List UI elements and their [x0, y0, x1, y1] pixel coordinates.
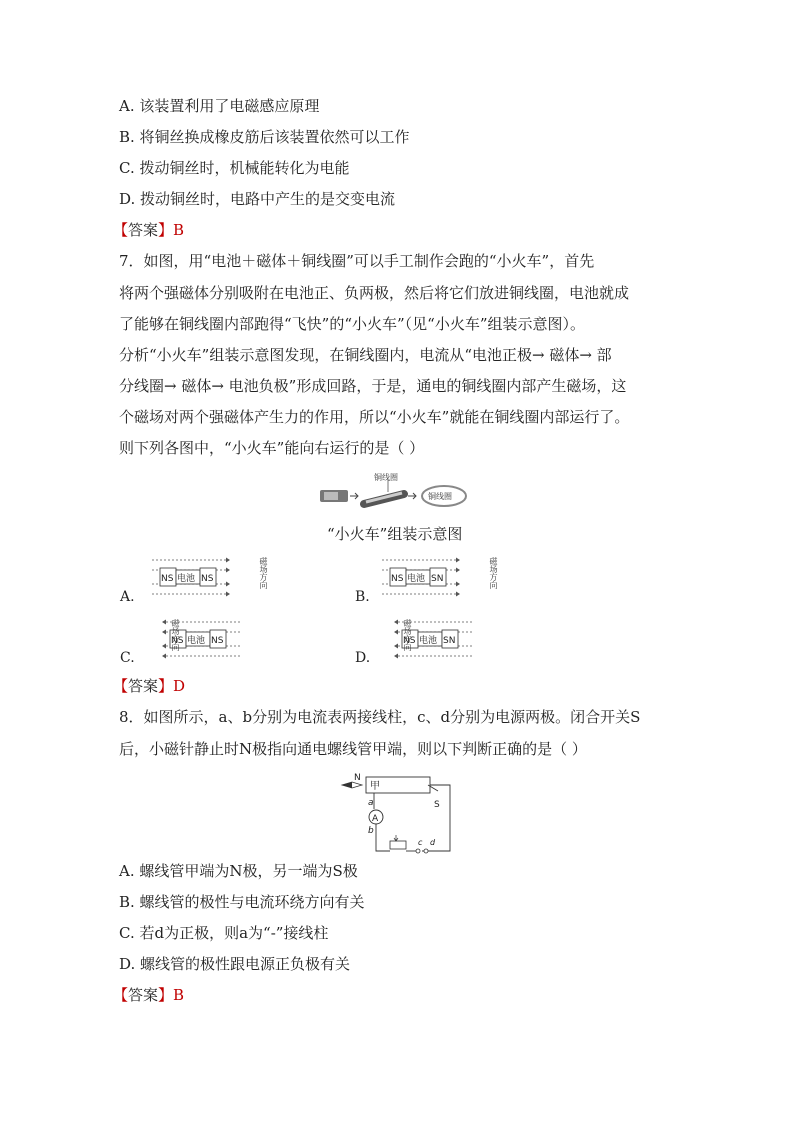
- magnet-right-label: NS: [201, 574, 214, 584]
- q8-option-c: C. 若d为正极，则a为“-”接线柱: [119, 924, 329, 942]
- battery-label: 电池: [419, 636, 438, 646]
- q7-option-d-letter: D.: [355, 650, 371, 666]
- solenoid-jia-label: 甲: [370, 781, 380, 792]
- q7-line-5: 分线圈→ 磁体→ 电池负极”形成回路，于是，通电的铜线圈内部产生磁场，这: [119, 377, 627, 395]
- q8-line-1: 8．如图所示，a、b分别为电流表两接线柱，c、d分别为电源两极。闭合开关S: [119, 708, 641, 726]
- terminal-a-label: a: [368, 798, 374, 808]
- field-direction-label: 磁场方向: [236, 557, 268, 566]
- magnet-right-label: SN: [431, 574, 444, 584]
- q8-option-a: A. 螺线管甲端为N极，另一端为S极: [119, 862, 358, 880]
- answer-label: 答案: [128, 986, 159, 1004]
- coil-photo: [364, 493, 404, 504]
- q6-answer: 【答案】B: [113, 221, 185, 239]
- answer-value: B: [173, 986, 185, 1004]
- q8-circuit-diagram: [338, 771, 468, 855]
- magnet-left-label: NS: [161, 574, 174, 584]
- magnet-right-label: NS: [211, 636, 224, 646]
- magnet-left-label: NS: [403, 636, 416, 646]
- answer-value: D: [173, 677, 186, 695]
- q8-answer: 【答案】B: [113, 986, 185, 1004]
- battery-label: 电池: [177, 574, 196, 584]
- q7-line-6: 个磁场对两个强磁体产生力的作用，所以“小火车”就能在铜线圈内部运行了。: [119, 408, 630, 426]
- battery-label: 电池: [187, 636, 206, 646]
- q7-option-a-diagram: [148, 556, 268, 602]
- q6-option-a: A. 该装置利用了电磁感应原理: [119, 97, 320, 115]
- q6-option-d: D. 拨动铜丝时，电路中产生的是交变电流: [119, 190, 396, 208]
- q7-line-4: 分析“小火车”组装示意图发现，在铜线圈内，电流从“电池正极→ 磁体→ 部: [119, 346, 612, 364]
- pole-d-label: d: [430, 838, 436, 847]
- q8-option-b: B. 螺线管的极性与电流环绕方向有关: [119, 893, 365, 911]
- answer-value: B: [173, 221, 185, 239]
- q7-option-b-letter: B.: [355, 589, 370, 605]
- magnet-right-label: SN: [443, 636, 456, 646]
- q7-option-d-diagram: [374, 618, 484, 664]
- needle-n-label: N: [354, 773, 361, 783]
- coil-label-right: 铜线圈: [428, 492, 452, 501]
- coil-label-top: 铜线圈: [374, 473, 398, 482]
- q7-option-b-diagram: [378, 556, 498, 602]
- ammeter-label: A: [372, 814, 379, 824]
- q7-option-c-letter: C.: [120, 650, 135, 666]
- q7-line-3: 了能够在铜线圈内部跑得“飞快”的“小火车”（见“小火车”组装示意图）。: [119, 315, 586, 333]
- arrow-icon: [408, 493, 416, 499]
- q7-line-1: 7．如图，用“电池＋磁体＋铜线圈”可以手工制作会跑的“小火车”，首先: [119, 252, 595, 270]
- arrow-icon: [350, 493, 358, 499]
- terminal-b-label: b: [368, 826, 374, 836]
- field-direction-label: 磁场方向: [380, 619, 412, 628]
- q7-answer: 【答案】D: [113, 677, 186, 695]
- q8-option-d: D. 螺线管的极性跟电源正负极有关: [119, 955, 351, 973]
- q7-option-c-diagram: [142, 618, 252, 664]
- battery-label: 电池: [407, 574, 426, 584]
- figure-caption: “小火车”组装示意图: [327, 525, 463, 543]
- q7-line-2: 将两个强磁体分别吸附在电池正、负两极，然后将它们放进铜线圈，电池就成: [119, 284, 630, 302]
- q8-line-2: 后，小磁针静止时N极指向通电螺线管甲端，则以下判断正确的是（ ）: [119, 740, 587, 758]
- magnet-left-label: NS: [391, 574, 404, 584]
- field-direction-label: 磁场方向: [148, 619, 180, 628]
- switch-s-label: S: [434, 800, 440, 810]
- answer-label: 答案: [128, 677, 159, 695]
- q7-line-7: 则下列各图中，“小火车”能向右运行的是（ ）: [119, 439, 425, 457]
- q6-option-c: C. 拨动铜丝时，机械能转化为电能: [119, 159, 350, 177]
- answer-label: 答案: [128, 221, 159, 239]
- pole-c-label: c: [418, 838, 423, 847]
- magnet-left-label: NS: [171, 636, 184, 646]
- field-direction-label: 磁场方向: [466, 557, 498, 566]
- q7-option-a-letter: A.: [120, 589, 135, 605]
- train-assembly-figure: [316, 472, 476, 514]
- q6-option-b: B. 将铜丝换成橡皮筋后该装置依然可以工作: [119, 128, 410, 146]
- rheostat: [390, 841, 406, 849]
